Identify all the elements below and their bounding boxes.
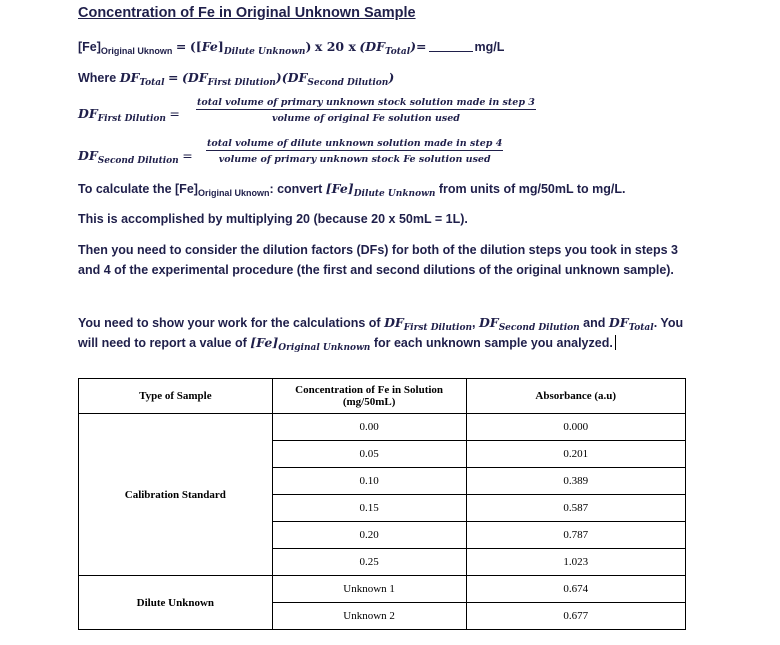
cell-abs[interactable]: 0.587 — [466, 495, 686, 522]
cell-abs[interactable]: 0.000 — [466, 414, 686, 441]
df-second-fraction — [206, 138, 503, 165]
df-first-denominator: volume of original Fe solution used — [271, 113, 460, 124]
header-type: Type of Sample — [79, 379, 273, 414]
work-paragraph: You need to show your work for the calculations of $DF_{First Dilution}$, $DF_{Second Dilution}$ and $DF_{Total}$. You will need to report a value of $[Fe]_{Original Unknown}$ for each unknown sample you analyzed. — [78, 315, 684, 353]
df-first-numerator: total volume of primary unknown stock solution made in step 3 — [197, 97, 535, 108]
cell-conc[interactable]: 0.10 — [272, 468, 466, 495]
cell-abs[interactable]: 0.787 — [466, 522, 686, 549]
df-total-definition: Where $DF_{Total} = (DF_{First Dilution})(DF_{Second Dilution})$ — [78, 70, 395, 88]
cell-conc[interactable]: 0.20 — [272, 522, 466, 549]
cell-conc[interactable]: Unknown 1 — [272, 576, 466, 603]
cell-conc[interactable]: 0.25 — [272, 549, 466, 576]
header-absorbance: Absorbance (a.u) — [466, 379, 686, 414]
multiply-explanation: This is accomplished by multiplying 20 (because 20 x 50mL = 1L). — [78, 212, 468, 226]
df-first-label: $DF_{First Dilution}$ = — [78, 106, 180, 124]
table-row — [79, 414, 686, 441]
cell-conc[interactable]: 0.00 — [272, 414, 466, 441]
calculation-instruction: To calculate the $[Fe]_{Original Uknown}$: convert $[Fe]_{Dilute Unknown}$ from units of mg/50mL to mg/L. — [78, 181, 626, 199]
group-calibration-standard: Calibration Standard — [79, 414, 273, 576]
group-dilute-unknown: Dilute Unknown — [79, 576, 273, 630]
cell-abs[interactable]: 0.677 — [466, 603, 686, 630]
cell-conc[interactable]: 0.15 — [272, 495, 466, 522]
answer-blank — [429, 51, 473, 52]
cell-abs[interactable]: 1.023 — [466, 549, 686, 576]
text-cursor[interactable] — [615, 335, 616, 350]
header-concentration: Concentration of Fe in Solution (mg/50mL) — [272, 379, 466, 414]
main-formula: $[Fe]_{Original Uknown} = ([Fe]_{Dilute Unknown})$ x 20 x $(DF_{Total})= mg/L$ — [78, 39, 505, 57]
df-second-label: $DF_{Second Dilution}$ = — [78, 148, 193, 166]
cell-conc[interactable]: Unknown 2 — [272, 603, 466, 630]
table-row — [79, 576, 686, 603]
cell-abs[interactable]: 0.674 — [466, 576, 686, 603]
table-header-row — [79, 379, 686, 414]
cell-conc[interactable]: 0.05 — [272, 441, 466, 468]
cell-abs[interactable]: 0.389 — [466, 468, 686, 495]
cell-abs[interactable]: 0.201 — [466, 441, 686, 468]
df-second-numerator: total volume of dilute unknown solution made in step 4 — [207, 138, 503, 149]
section-title: Concentration of Fe in Original Unknown Sample — [78, 5, 416, 21]
dilution-paragraph: Then you need to consider the dilution factors (DFs) for both of the dilution steps you took in steps 3 and 4 of the experimental procedure (the first and second dilutions of the original unknown sample). — [78, 243, 679, 277]
df-second-denominator: volume of primary unknown stock Fe solution used — [218, 154, 491, 165]
data-table — [78, 378, 686, 630]
df-first-fraction — [196, 97, 536, 124]
